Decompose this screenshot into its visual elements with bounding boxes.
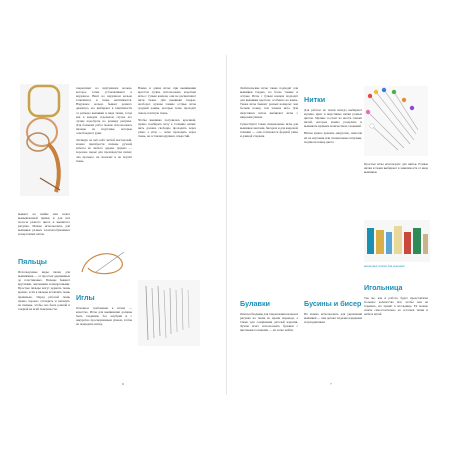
right-col1-body bbox=[240, 86, 298, 224]
pins-image bbox=[364, 86, 428, 156]
right-col2-beads-text bbox=[304, 312, 362, 380]
thread-loop-image bbox=[76, 242, 132, 282]
right-page bbox=[236, 62, 441, 390]
left-col1-intro bbox=[18, 212, 70, 252]
right-col1-paragraph-c: Они необходимы для закрепления кальки и рисунка на ткани во время перевода, а также для соединения деталей изделия. Лучше всего использовать булавки с цветными головками — их легко найти. bbox=[240, 312, 298, 333]
right-col3-paragraph-a: Простые иглы используют для шитья. Разные нитки и ткани выбирают в зависимости от вида вышивки. bbox=[364, 162, 428, 175]
heading-busy: Бусины и бисер bbox=[304, 299, 362, 308]
right-col2-paragraph-c: Их можно использовать для украшения вышивки — они делают изделие нарядным и праздничным. bbox=[304, 312, 362, 325]
heading-igly: Иглы bbox=[76, 293, 95, 302]
right-col2-body bbox=[304, 108, 362, 238]
right-col3-paragraph-b: Так же, как и работа, будет представлена большое количество игл; чтобы они не терялись, их хранят в игольнице. Её можно сшить самостоятельно из остатков ткани и набить ватой. bbox=[364, 296, 428, 317]
right-col3-body bbox=[364, 162, 428, 212]
left-page-number: 6 bbox=[122, 382, 124, 386]
right-col2-paragraph-b: Нитки нужно хранить аккуратно, намотав их на картонки или специальные шпульки, подписав номер цвета. bbox=[304, 131, 362, 144]
heading-nitki: Нитки bbox=[304, 95, 326, 104]
right-col1-pins-text bbox=[240, 312, 298, 380]
right-col1-paragraph-a: Любительские иглы также подходят для вышивки гладью, но более тонкие и острые. Иглы с тупым концом подходят для вышивки крестом, особенно на канве. Также иглы бывают разных номеров: чем больше номер, тем тоньше игла. Для шерстяных ниток выбирают иглы с широким ушком. bbox=[240, 86, 298, 119]
left-col2-paragraph-a: закрепляют на внутреннем кольце, которое затем устанавливают в наружное. Винт на наружном кольце затягивают, и ткань натягивается. Наружное кольцо бывает разного диаметра, его выбирают в зависимости от размера вышивки и вида ткани, тогда как в каждом отдельном случае его лучше подобрать по размеру рисунка. Для больших работ можно использовать пяльцы на подставке, которые освобождают руки. bbox=[76, 86, 132, 136]
left-col2-body bbox=[76, 86, 132, 236]
heading-pyaltsy: Пяльцы bbox=[18, 257, 47, 266]
right-col2-paragraph-a: Для работы на ткани иногда выбирают мулине, ирис и шерстяные нитки разных цветов. Мулине состоит из шести тонких нитей, которые можно разделить и вышивать нужным количеством сложений. bbox=[304, 108, 362, 129]
left-col3-paragraph-a: Важно и длина иглы: при вышивании крестом лучше использовать короткие иглы с тупым концом, они не расщепляют нити ткани. Для вышивки гладью, наоборот, нужны тонкие острые иглы средней длины, которые легко проходят сквозь плотную ткань. bbox=[138, 86, 196, 115]
right-page-number: 7 bbox=[330, 382, 332, 386]
hoops-image bbox=[18, 82, 71, 198]
left-col3-paragraph-b: Чтобы вышивка получилась красивой, нужно подбирать иглу к толщине нитки: нить должна свободно проходить через ушко, а игла — легко проходить через ткань, не оставляя крупных отверстий. bbox=[138, 117, 196, 139]
right-col3-pincushion-text bbox=[364, 296, 428, 380]
left-col3-body bbox=[138, 86, 196, 206]
left-col2-needles-text bbox=[76, 306, 132, 380]
right-col1-paragraph-b: Существуют также специальные иглы для вышивки лентами, бисером и для ковровой техники — они отличаются формой ушка и длиной стержня. bbox=[240, 121, 298, 139]
threads-caption: различные нитки для вышивки bbox=[364, 264, 405, 268]
heading-igolnitsa: Игольница bbox=[364, 283, 403, 292]
left-col1-body bbox=[18, 270, 70, 380]
needles-image bbox=[138, 280, 200, 346]
left-col1-paragraph-b: Используемые виды пялец для вышивания — от простых деревянных до пластиковых. Пяльцы бывают круглыми, овальными и квадратными. Простые пяльцы могут держать ткань крепко, если в пяльцы вставлять ткань правильно. Перед работой ткань нужно хорошо отгладить и натянуть на пяльцы, чтобы она была ровной и гладкой на всей поверхности. bbox=[18, 270, 70, 311]
left-col2-paragraph-b: Заглянув на веб-сайт любой мастерской, можно приобрести пяльцы ручной работы из любого дерева. Дерево — хорошее сырьё для производства пялец: оно прочное, не скользит и не портит ткань. bbox=[76, 138, 132, 163]
left-col2-paragraph-c: Основное требование к иглам — качество. Иглы для вышивания должны быть гладкими, без зазубрин и с аккуратно просверленным ушком, чтобы не повредить нитку. bbox=[76, 306, 132, 327]
thread-spools-image bbox=[364, 220, 430, 262]
left-col1-paragraph-a: вывают на шейке или шлюз вымышленной пряжи и для неё полосы разного цвета и вышитого рисунка. Можно использовать для вышивки разных хлопчатобумажных и шерстяных ниток. bbox=[18, 212, 70, 237]
gutter bbox=[226, 55, 227, 395]
left-page bbox=[10, 62, 215, 390]
heading-bulavki: Булавки bbox=[240, 299, 270, 308]
